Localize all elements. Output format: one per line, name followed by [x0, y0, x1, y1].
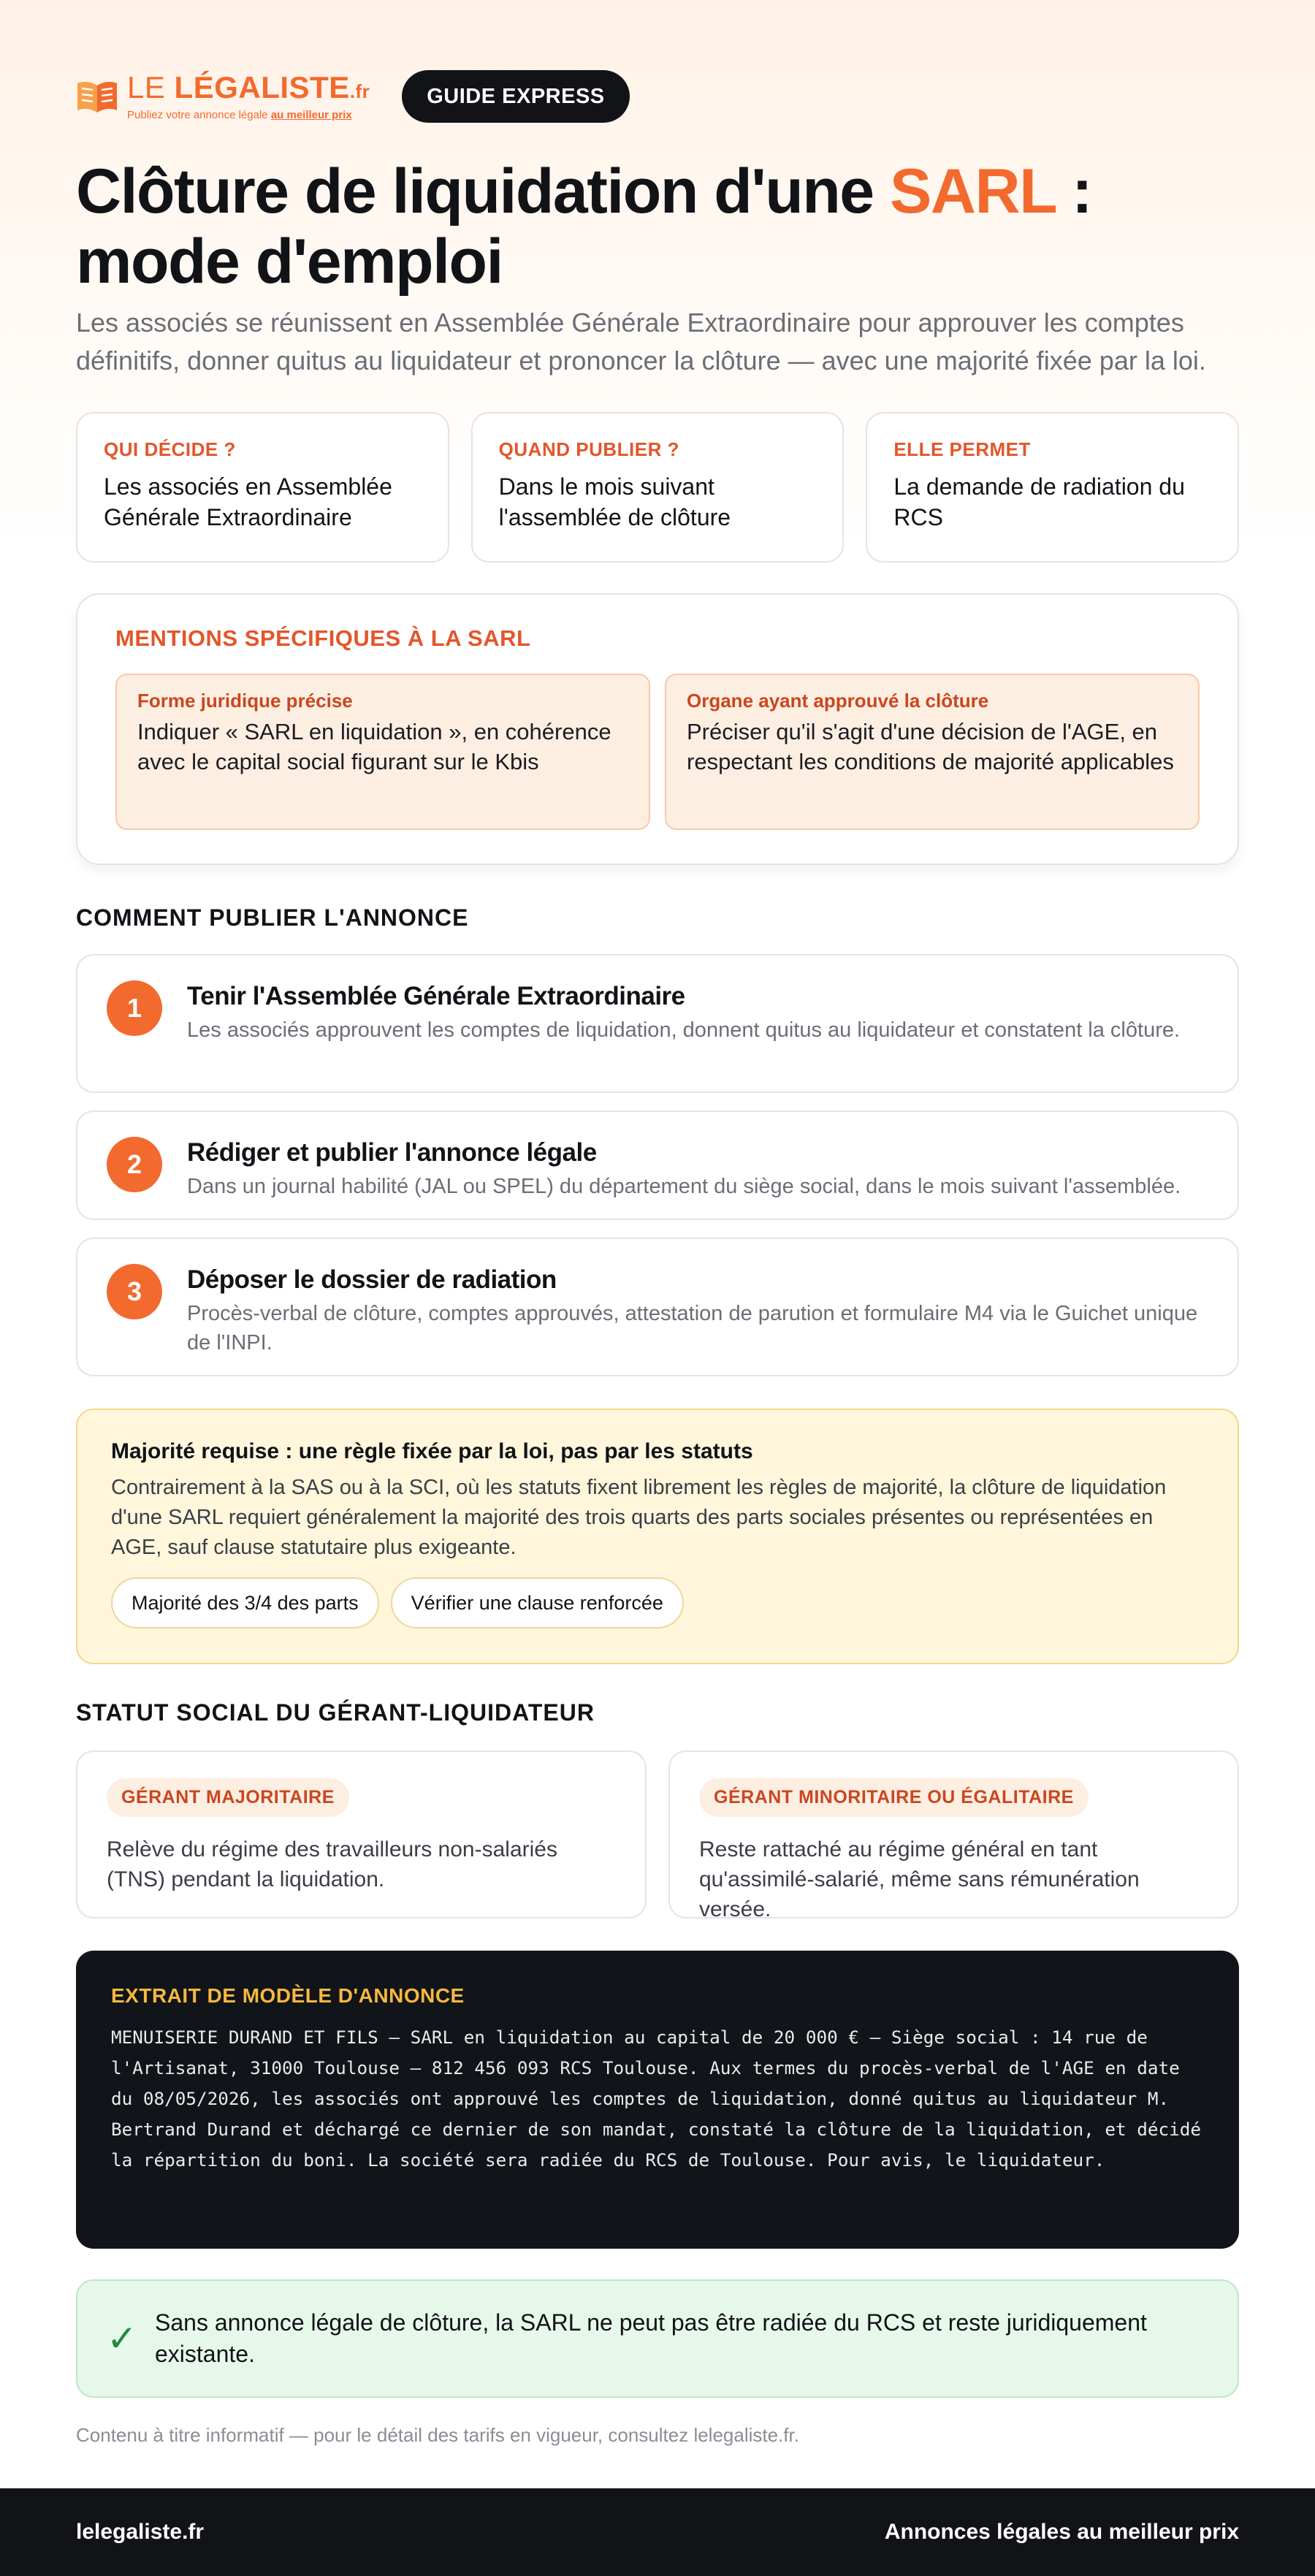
- step-number: 1: [107, 980, 162, 1036]
- book-icon: [76, 78, 118, 115]
- statut-text: Reste rattaché au régime général en tant qu'assimilé-salarié, même sans rémunération versée.: [699, 1837, 1140, 1921]
- section-heading-statut: STATUT SOCIAL DU GÉRANT-LIQUIDATEUR: [76, 1699, 595, 1726]
- step-title: Tenir l'Assemblée Générale Extraordinaire: [187, 982, 685, 1010]
- header: [76, 67, 1239, 126]
- logo-tagline-bold: au meilleur prix: [270, 108, 352, 121]
- mention-text: Indiquer « SARL en liquidation », en cohérence avec le capital social figurant sur le Kbis: [137, 719, 611, 774]
- majority-text: Contrairement à la SAS ou à la SCI, où les statuts fixent librement les règles de majorité, la clôture de liquidation d'une SARL requiert généralement la majorité des trois quarts des parts sociales présentes ou représentées en AGE, sauf clause statutaire plus exigeante.: [111, 1476, 1167, 1559]
- footer-site-link[interactable]: lelegaliste.fr: [76, 2520, 205, 2544]
- logo-prefix: LE: [127, 69, 175, 104]
- step-3: [76, 1238, 1239, 1376]
- info-card-text: Dans le mois suivant l'assemblée de clôture: [498, 473, 731, 530]
- statut-pill: GÉRANT MINORITAIRE OU ÉGALITAIRE: [699, 1778, 1089, 1817]
- statut-card-majority: [76, 1750, 647, 1918]
- step-1: [76, 954, 1239, 1093]
- logo-tagline-prefix: Publiez votre annonce légale: [127, 108, 271, 121]
- mention-approving-body: [665, 674, 1200, 830]
- success-callout: [76, 2279, 1239, 2398]
- logo-name: LÉGALISTE: [174, 69, 350, 104]
- title-part2: : mode d'emploi: [76, 156, 1092, 297]
- success-text: Sans annonce légale de clôture, la SARL ne peut pas être radiée du RCS et reste juridiquement existante.: [155, 2309, 1147, 2367]
- footer-tagline: Annonces légales au meilleur prix: [884, 2520, 1239, 2544]
- disclaimer: Contenu à titre informatif — pour le détail des tarifs en vigueur, consultez lelegaliste.fr.: [76, 2424, 799, 2446]
- step-desc: Dans un journal habilité (JAL ou SPEL) du département du siège social, dans le mois suivant l'assemblée.: [187, 1175, 1181, 1198]
- mention-legal-form: [115, 674, 650, 830]
- step-title: Rédiger et publier l'annonce légale: [187, 1138, 597, 1167]
- majority-note: [76, 1409, 1239, 1664]
- info-card-allows: [866, 412, 1239, 563]
- template-text: MENUISERIE DURAND ET FILS — SARL en liquidation au capital de 20 000 € — Siège social : 14 rue de l'Artisanat, 31000 Toulouse — 812 456 093 RCS Toulouse. Aux termes du procès-verbal de l'AGE en date du 08/05/2026, les associés ont approuvé les comptes de liquidation, donné quitus au liquidateur M. Bertrand Durand et déchargé ce dernier de son mandat, constaté la clôture de la liquidation, et décidé la répartition du boni. La société sera radiée du RCS de Toulouse. Pour avis, le liquidateur.: [111, 2027, 1202, 2171]
- info-card-label: QUAND PUBLIER ?: [498, 438, 679, 460]
- majority-chips: [111, 1577, 1204, 1628]
- logo[interactable]: [76, 67, 370, 126]
- check-icon: ✓: [107, 2318, 137, 2359]
- step-number: 2: [107, 1137, 162, 1192]
- step-number: 3: [107, 1264, 162, 1319]
- step-title: Déposer le dossier de radiation: [187, 1265, 557, 1294]
- chip-reinforced-clause[interactable]: Vérifier une clause renforcée: [391, 1577, 684, 1628]
- info-card-who: [76, 412, 449, 563]
- majority-title: Majorité requise : une règle fixée par la loi, pas par les statuts: [111, 1439, 753, 1463]
- section-heading-how-to: COMMENT PUBLIER L'ANNONCE: [76, 904, 469, 931]
- footer: [0, 2488, 1315, 2576]
- template-title: EXTRAIT DE MODÈLE D'ANNONCE: [111, 1984, 465, 2007]
- info-card-when: [471, 412, 845, 563]
- mentions-title: MENTIONS SPÉCIFIQUES À LA SARL: [115, 625, 531, 651]
- step-desc: Procès-verbal de clôture, comptes approuvés, attestation de parution et formulaire M4 via le Guichet unique de l'INPI.: [187, 1302, 1198, 1354]
- info-cards: [76, 412, 1239, 563]
- info-card-label: ELLE PERMET: [893, 438, 1031, 460]
- logo-tagline: [127, 109, 370, 122]
- logo-tld: .fr: [349, 80, 370, 102]
- info-card-label: QUI DÉCIDE ?: [104, 438, 236, 460]
- guide-express-badge[interactable]: GUIDE EXPRESS: [402, 70, 629, 123]
- statut-pill: GÉRANT MAJORITAIRE: [107, 1778, 349, 1817]
- mention-label: Organe ayant approuvé la clôture: [687, 690, 989, 712]
- mention-text: Préciser qu'il s'agit d'une décision de l'AGE, en respectant les conditions de majorité applicables: [687, 719, 1174, 774]
- step-desc: Les associés approuvent les comptes de liquidation, donnent quitus au liquidateur et constatent la clôture.: [187, 1018, 1181, 1042]
- statut-card-minority: [668, 1750, 1239, 1921]
- announcement-template: [76, 1951, 1239, 2249]
- page-subtitle: Les associés se réunissent en Assemblée Générale Extraordinaire pour approuver les comptes définitifs, donner quitus au liquidateur et prononcer la clôture — avec une majorité fixée par la loi.: [76, 308, 1206, 376]
- mentions-panel: [76, 593, 1239, 865]
- chip-three-quarters[interactable]: Majorité des 3/4 des parts: [111, 1577, 379, 1628]
- statut-text: Relève du régime des travailleurs non-salariés (TNS) pendant la liquidation.: [107, 1837, 557, 1891]
- page-title: [76, 156, 1239, 297]
- title-part1: Clôture de liquidation d'une: [76, 156, 891, 226]
- statut-cards: [76, 1750, 1239, 1921]
- mention-label: Forme juridique précise: [137, 690, 353, 712]
- info-card-text: La demande de radiation du RCS: [893, 473, 1185, 530]
- info-card-text: Les associés en Assemblée Générale Extraordinaire: [104, 473, 392, 530]
- title-accent: SARL: [890, 156, 1056, 226]
- step-2: [76, 1110, 1239, 1220]
